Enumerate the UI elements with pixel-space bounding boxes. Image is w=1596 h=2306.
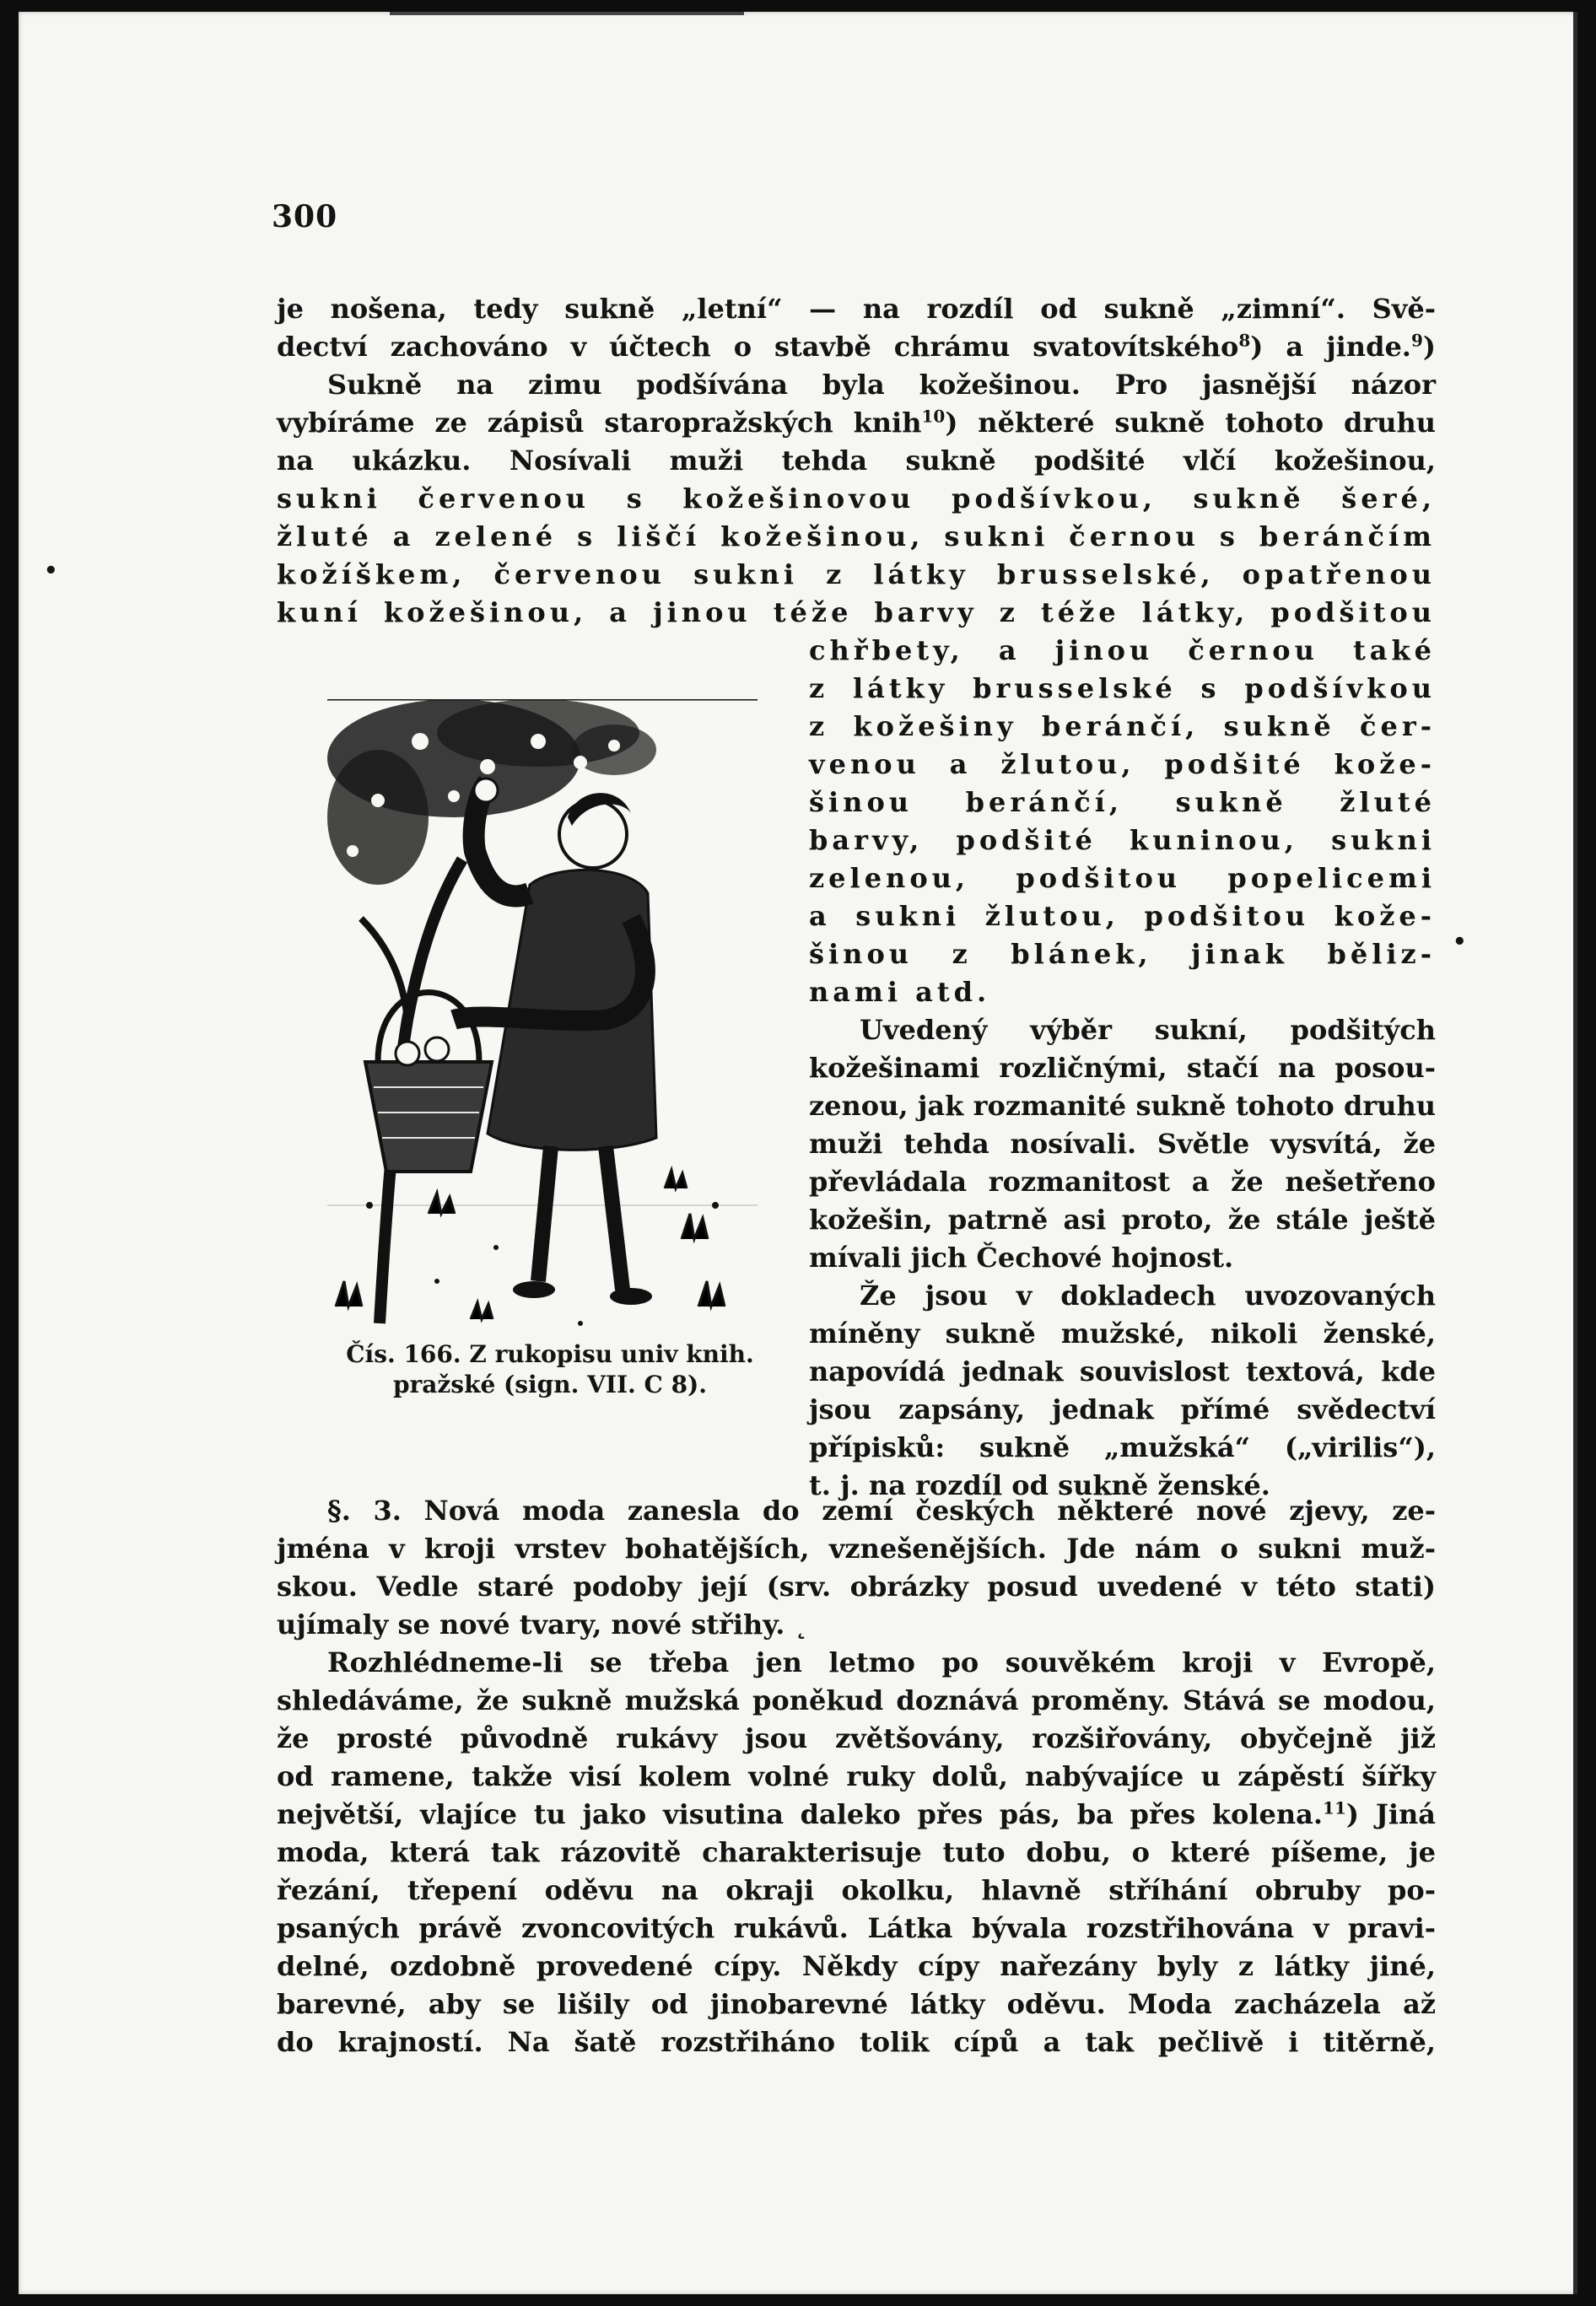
text-line: chřbety, a jinou černou také [809,634,1436,666]
footnote-mark: 10 [921,406,946,427]
text-block-right-column [809,632,1436,1505]
text-line: skou. Vedle staré podoby její (srv. obrázky posud uvedené v této stati) [277,1571,1436,1603]
text-block-top [277,290,1436,632]
text-line: barvy, podšité kuninou, sukni [809,824,1436,856]
text-line: muži tehda nosívali. Světle vysvítá, že [809,1128,1436,1160]
text-line: nami atd. [809,976,991,1008]
text-line: z látky brusselské s podšívkou [809,672,1436,704]
figure-illustration [327,699,758,1332]
text-line: Uvedený výběr sukní, podšitých [860,1014,1436,1046]
text-line: od ramene, takže visí kolem volné ruky dolů, nabývajíce u zápěstí šířky [277,1760,1436,1792]
text-block-bottom [277,1492,1436,2061]
footnote-mark: 11 [1323,1797,1346,1818]
text-line: kožíškem, červenou sukni z látky brusselské, opatřenou [277,558,1436,590]
text-line: sukni červenou s kožešinovou podšívkou, sukně šeré, [277,482,1436,515]
text-line: zenou, jak rozmanité sukně tohoto druhu [809,1090,1436,1122]
text-line: t. j. na rozdíl od sukně ženské. [809,1469,1270,1501]
text-line: kožešin, patrně asi proto, že stále ještě [809,1204,1436,1236]
text-line: psaných právě zvoncovitých rukávů. Látka bývala rozstřihována v pravi- [277,1912,1436,1944]
text-line: Sukně na zimu podšívána byla kožešinou. Pro jasnější názor [327,369,1436,401]
text-line: je nošena, tedy sukně „letní“ — na rozdíl od sukně „zimní“. Svě- [277,293,1436,325]
text-line: delné, ozdobně provedené cípy. Někdy cípy nařezány byly z látky jiné, [277,1950,1436,1982]
footnote-mark: 8 [1238,330,1251,351]
text-line: že prosté původně rukávy jsou zvětšovány, rozšiřovány, obyčejně již [277,1722,1436,1754]
text-line: Že jsou v dokladech uvozovaných [860,1280,1436,1312]
woodcut-man-picking-fruit [327,699,758,1332]
text-line: míněny sukně mužské, nikoli ženské, [809,1317,1436,1350]
text-line: dectví zachováno v účtech o stavbě chrámu svatovítského$^8$) a jinde.$^9$) [277,330,1437,363]
text-line: kuní kožešinou, a jinou téže barvy z téže látky, podšitou [277,596,1436,628]
text-line: kožešinami rozličnými, stačí na posou- [809,1052,1436,1084]
text-line: jsou zapsány, jednak přímé svědectví [809,1393,1436,1425]
text-line: mívali jich Čechové hojnost. [809,1242,1234,1274]
text-line: na ukázku. Nosívali muži tehda sukně podšité vlčí kožešinou, [277,444,1436,477]
text-line: přípisků: sukně „mužská“ („virilis“), [809,1431,1436,1463]
text-line: žluté a zelené s liščí kožešinou, sukni černou s beránčím [277,520,1436,552]
footnote-mark: 9 [1410,330,1423,351]
text-line: šinou beránčí, sukně žluté [809,786,1436,818]
text-line: ujímaly se nové tvary, nové střihy. ˛ [277,1608,808,1641]
scan-mark-top [390,12,744,15]
margin-bullet-right: • [1453,929,1467,955]
text-line: barevné, aby se lišily od jinobarevné látky oděvu. Moda zacházela až [277,1988,1436,2020]
scanned-page [19,12,1577,2294]
text-line: z kožešiny beránčí, sukně čer- [809,710,1436,742]
text-line: řezání, třepení oděvu na okraji okolku, hlavně stříhání obruby po- [277,1874,1436,1906]
margin-bullet-left: • [44,558,58,584]
text-line: moda, která tak rázovitě charakterisuje tuto dobu, o které píšeme, je [277,1836,1436,1868]
text-line: vybíráme ze zápisů staropražských knih$^{10}$) některé sukně tohoto druhu [277,406,1436,439]
text-line: venou a žlutou, podšité kože- [809,748,1436,780]
page-number: 300 [272,199,338,234]
text-line: šinou z blánek, jinak běliz- [809,938,1436,970]
text-line: do krajností. Na šatě rozstřiháno tolik cípů a tak pečlivě i titěrně, [277,2026,1436,2058]
text-line: Rozhlédneme-li se třeba jen letmo po souvěkém kroji v Evropě, [327,1646,1436,1678]
text-line: shledáváme, že sukně mužská poněkud doznává proměny. Stává se modou, [277,1684,1436,1716]
caption-line: Čís. 166. Z rukopisu univ knih. [346,1340,754,1368]
scan-mark-right-edge [1573,12,1577,2294]
text-line: jména v kroji vrstev bohatějších, vznešenějších. Jde nám o sukni muž- [277,1533,1436,1565]
text-line: §. 3. Nová moda zanesla do zemí českých některé nové zjevy, ze- [327,1495,1436,1527]
text-line: největší, vlajíce tu jako visutina daleko přes pás, ba přes kolena.$^{11}$) Jiná [277,1797,1437,1830]
caption-line: pražské (sign. VII. C 8). [392,1371,708,1398]
figure-caption [322,1339,778,1400]
text-line: napovídá jednak souvislost textová, kde [809,1355,1436,1387]
text-line: a sukni žlutou, podšitou kože- [809,900,1436,932]
text-line: převládala rozmanitost a že nešetřeno [809,1166,1436,1198]
text-line: zelenou, podšitou popelicemi [809,862,1436,894]
